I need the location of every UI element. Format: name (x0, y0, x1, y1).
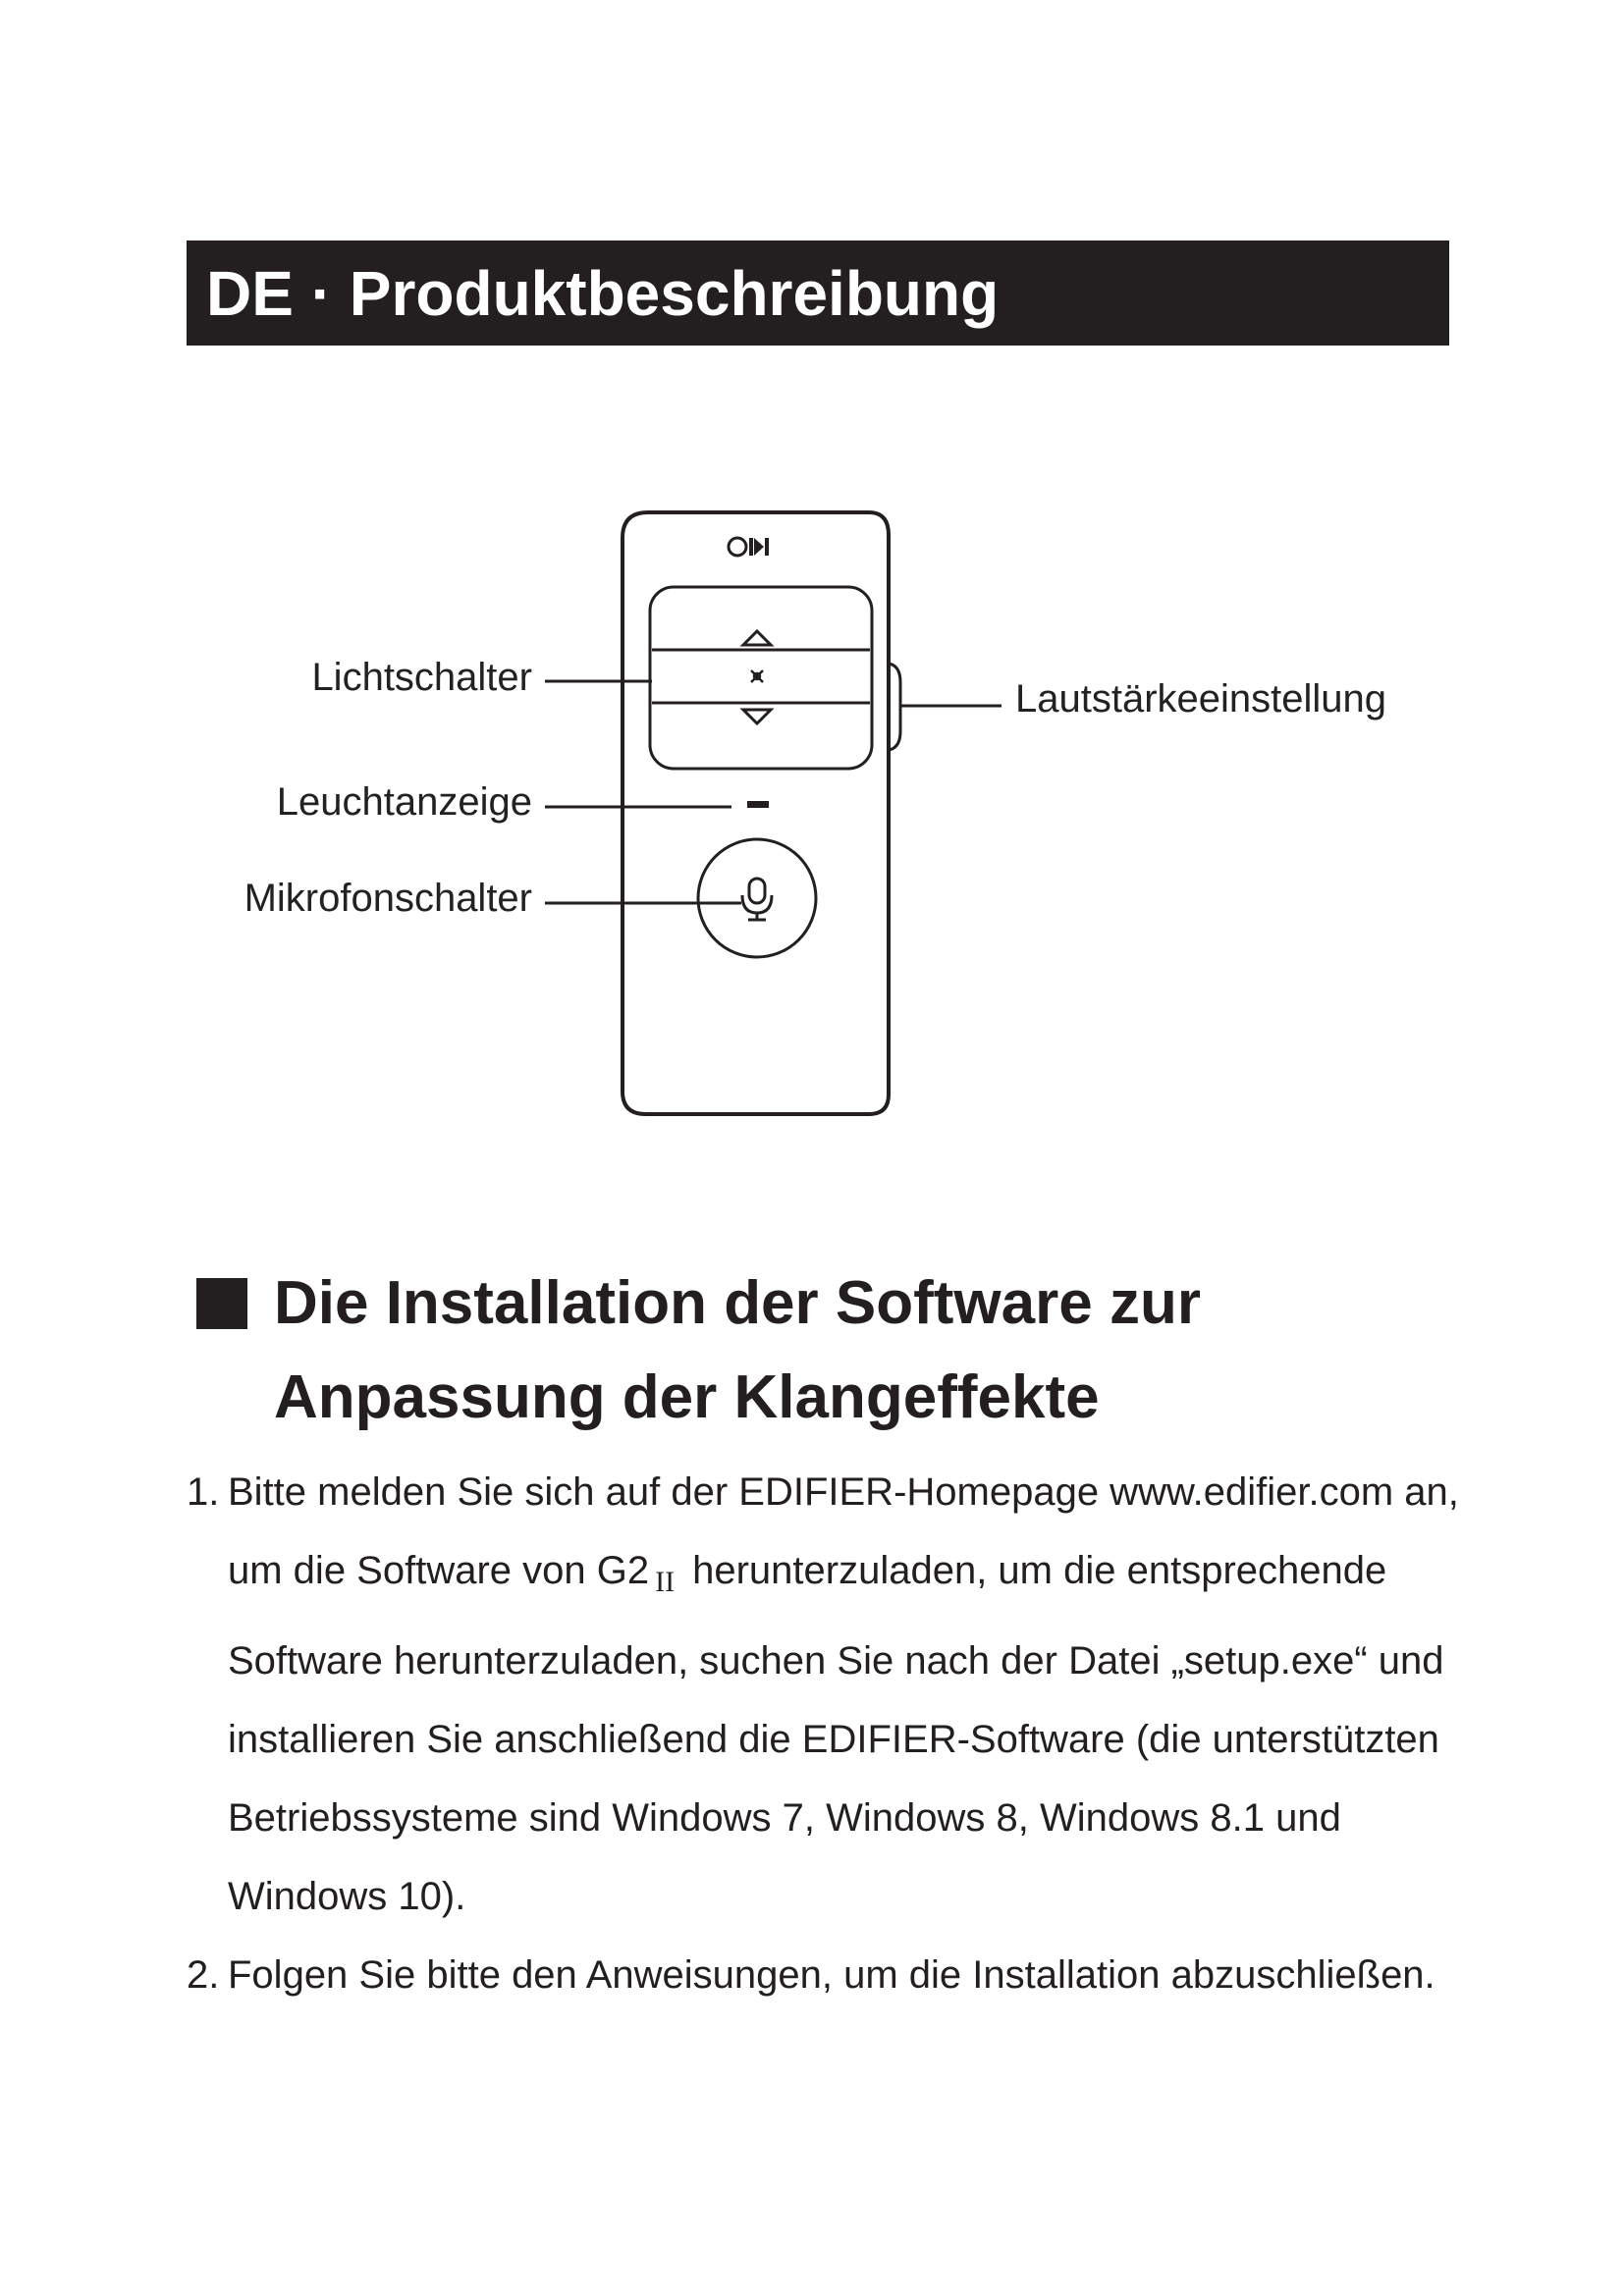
model-subscript: II (655, 1566, 676, 1598)
up-arrow-icon (743, 631, 771, 645)
section-title (274, 1256, 1452, 1445)
callout-label-volume: Lautstärkeeinstellung (1015, 677, 1387, 721)
step-1-line-4: installieren Sie anschließend die EDIFIER-Software (die unterstützten (228, 1718, 1439, 1761)
remote-body (623, 512, 889, 1114)
step-1-line-3: Software herunterzuladen, suchen Sie nach der Datei „setup.exe“ und (228, 1639, 1444, 1682)
step-1-line-5: Betriebssysteme sind Windows 7, Windows 8, Windows 8.1 und (228, 1796, 1341, 1840)
step-number: 1. (187, 1470, 220, 1514)
light-icon (751, 670, 763, 682)
light-switch-buttons (650, 587, 872, 769)
indicator-light (747, 801, 769, 808)
callout-label-mic-switch: Mikrofonschalter (244, 877, 532, 920)
callout-label-light-switch: Lichtschalter (311, 656, 532, 699)
step-2 (187, 1936, 1483, 2014)
step-1-line-2 (228, 1531, 1483, 1622)
mic-switch-button (698, 839, 816, 957)
step-1 (187, 1453, 1483, 1936)
heading-square-bullet (196, 1278, 247, 1329)
step-1-line-2-after: herunterzuladen, um die entsprechende (692, 1549, 1387, 1592)
page-title: DE · Produktbeschreibung (206, 257, 1000, 329)
step-2-line-1: Folgen Sie bitte den Anweisungen, um die Installation abzuschließen. (228, 1953, 1435, 1997)
section-title-line2: Anpassung der Klangeffekte (274, 1363, 1100, 1431)
microphone-icon (742, 879, 772, 920)
section-title-line1: Die Installation der Software zur (274, 1269, 1201, 1337)
installation-steps (187, 1453, 1483, 2014)
play-pause-icon (729, 538, 769, 556)
callout-label-indicator: Leuchtanzeige (276, 780, 532, 824)
step-1-line-1: Bitte melden Sie sich auf der EDIFIER-Homepage www.edifier.com an, (228, 1470, 1459, 1514)
down-arrow-icon (743, 710, 771, 723)
step-1-line-6: Windows 10). (228, 1875, 466, 1918)
step-1-line-2-before: um die Software von G2 (228, 1549, 650, 1592)
step-number: 2. (187, 1953, 220, 1997)
